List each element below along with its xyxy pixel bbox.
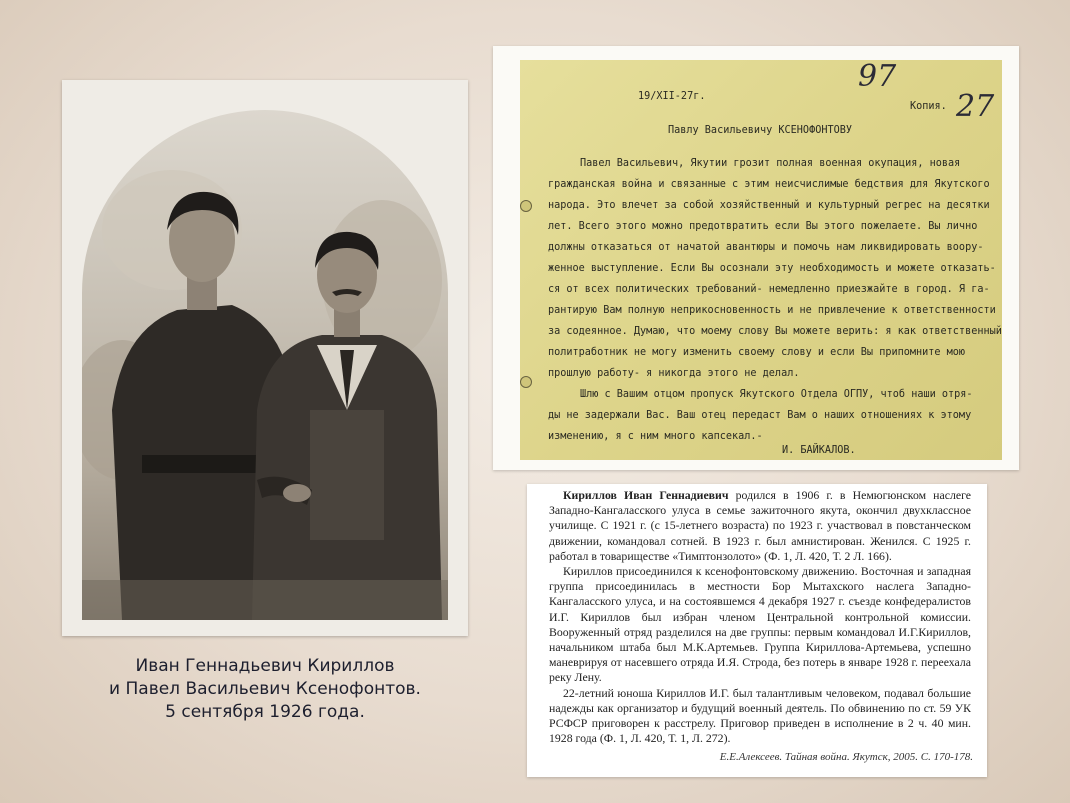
bio-paragraph-2: Кириллов присоединился к ксенофонтовскому движению. Восточная и западная группа присоединилась в местности Бор Мытахского наслега Западно-Кангаласского улуса, и на состоявшемся 4 декабря 1927 г. съезде конфедералистов И.Г. Кириллов был избран членом Центральной контрольной комиссии. Вооруженный отряд разделился на две группы: первым командовал И.Г.Кириллов, начальником штаба был М.К.Артемьев. Группа Кириллова-Артемьева, успешно маневрируя от насевшего отряда И.Я. Строда, без потерь в январе 1928 г. переехала реку Лену. [549,564,971,685]
letter-line: должны отказаться от начатой авантюры и помочь нам ликвидировать воору- [548,242,984,253]
punch-hole [520,200,532,212]
punch-hole [520,376,532,388]
letter-line: политработник не могу изменить своему слову и если Вы припомните мою [548,347,966,358]
letter-line: изменению, я с ним много капсекал.- [548,431,763,442]
letter-signature: И. БАЙКАЛОВ. [782,445,856,456]
portrait-illustration [82,110,448,620]
caption-line-3: 5 сентября 1926 года. [165,702,365,722]
handwritten-page-number: 27 [956,89,995,124]
photo-portrait [82,110,448,620]
letter-line: ды не задержали Вас. Ваш отец передаст Вам о наших отношениях к этому [548,410,972,421]
letter-paper [520,60,1002,460]
letter-addressee: Павлу Васильевичу КСЕНОФОНТОВУ [668,125,853,136]
photo-caption [62,655,468,724]
biography-text [527,484,987,777]
letter-line: ся от всех политических требований- немедленно приезжайте в город. Я га- [548,284,990,295]
bio-paragraph-3: 22-летний юноша Кириллов И.Г. был талантливым человеком, подавал большие надежды как организатор и будущий военный деятель. По обвинению по ст. 59 УК РСФСР приговорен к расстрелу. Приговор приведен в исполнение в 2 ч. 40 мин. 1928 года (Ф. 1, Л. 420, Т. 1, Л. 272). [549,685,971,746]
letter-line: за содеянное. Думаю, что моему слову Вы можете верить: я как ответственный [548,326,1002,337]
caption-line-1: Иван Геннадьевич Кириллов [135,656,395,676]
letter-line: народа. Это влечет за собой хозяйственный и культурный регрес на десятки [548,200,990,211]
letter-document [493,46,1019,470]
letter-date: 19/XII-27г. [638,91,706,102]
letter-line: лет. Всего этого можно предотвратить если Вы этого пожелаете. Вы лично [548,221,978,232]
letter-line: рантирую Вам полную неприкосновенность и не привлечение к ответственности [548,305,996,316]
letter-line: Павел Васильевич, Якутии грозит полная военная окупация, новая [580,158,961,169]
historical-photo [62,80,468,636]
bio-name: Кириллов Иван Геннадиевич [563,488,729,502]
caption-line-2: и Павел Васильевич Ксенофонтов. [109,679,421,699]
bio-paragraph-1 [549,488,971,564]
bio-paragraph-1-text: родился в 1906 г. в Немюгюнском наслеге Западно-Кангаласского улуса в семье зажиточного якута, окончил двухклассное училище. С 1921 г. (с 15-летнего возраста) по 1923 г. участвовал в повстанческом движении, командовал сотней. В 1923 г. был амнистирован. Женился. С 1925 г. работал в товариществе «Тимптонзолото» (Ф. 1, Л. 420, Т. 2 Л. 166). [549,488,972,563]
bio-source: Е.Е.Алексеев. Тайная война. Якутск, 2005. С. 170-178. [719,750,973,763]
handwritten-number: 97 [858,59,897,94]
copy-label: Копия. [910,101,947,112]
letter-line: Шлю с Вашим отцом пропуск Якутского Отдела ОГПУ, чтоб наши отря- [580,389,973,400]
letter-line: гражданская война и связанные с этим неисчислимые бедствия для Якутского [548,179,990,190]
letter-line: женное выступление. Если Вы осознали эту необходимость и можете отказать- [548,263,996,274]
letter-line: прошлую работу- я никогда этого не делал. [548,368,800,379]
biography-body [549,488,971,746]
